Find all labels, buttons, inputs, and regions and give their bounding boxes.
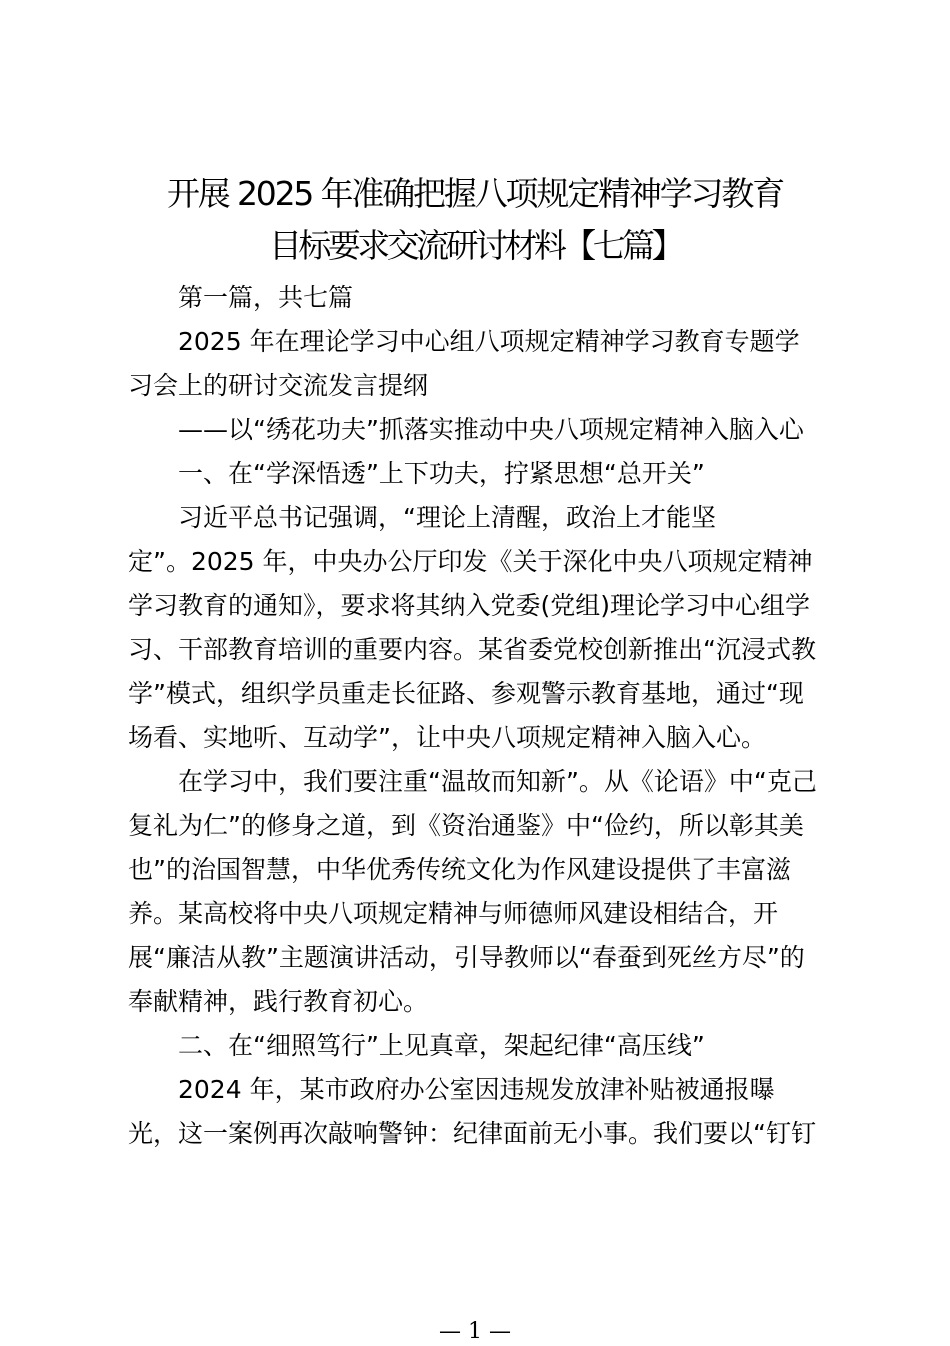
document-title-line-1: 开展 2025 年准确把握八项规定精神学习教育 [166, 174, 784, 213]
text-line: 光，这一案例再次敲响警钟：纪律面前无小事。我们要以“钉钉 [128, 1119, 816, 1148]
text-line: 习、干部教育培训的重要内容。某省委党校创新推出“沉浸式教 [128, 635, 816, 664]
page-number: — 1 — [439, 1319, 511, 1344]
text-line: 也”的治国智慧，中华优秀传统文化为作风建设提供了丰富滋 [128, 855, 791, 884]
text-line: 学”模式，组织学员重走长征路、参观警示教育基地，通过“现 [128, 679, 804, 708]
text-line: 奉献精神，践行教育初心。 [128, 987, 429, 1016]
text-line: 2024 年，某市政府办公室因违规发放津补贴被通报曝 [178, 1075, 775, 1104]
document-body [128, 276, 838, 1156]
text-line: 一、在“学深悟透”上下功夫，拧紧思想“总开关” [178, 459, 705, 488]
text-line: ——以“绣花功夫”抓落实推动中央八项规定精神入脑入心 [178, 415, 804, 444]
text-line: 学习教育的通知》，要求将其纳入党委(党组)理论学习中心组学 [128, 591, 811, 620]
text-line: 在学习中，我们要注重“温故而知新”。从《论语》中“克己 [178, 767, 817, 796]
text-line: 养。某高校将中央八项规定精神与师德师风建设相结合，开 [128, 899, 779, 928]
text-line: 二、在“细照笃行”上见真章，架起纪律“高压线” [178, 1031, 705, 1060]
document-title-line-2: 目标要求交流研讨材料【七篇】 [268, 226, 682, 265]
text-line: 2025 年在理论学习中心组八项规定精神学习教育专题学 [178, 327, 800, 356]
text-line: 展“廉洁从教”主题演讲活动，引导教师以“春蚕到死丝方尽”的 [128, 943, 805, 972]
text-line: 习近平总书记强调，“理论上清醒，政治上才能坚 [178, 503, 716, 532]
text-line: 复礼为仁”的修身之道，到《资治通鉴》中“俭约，所以彰其美 [128, 811, 804, 840]
text-line: 定”。2025 年，中央办公厅印发《关于深化中央八项规定精神 [128, 547, 813, 576]
text-line: 第一篇，共七篇 [178, 283, 354, 312]
text-line: 场看、实地听、互动学”，让中央八项规定精神入脑入心。 [128, 723, 766, 752]
text-line: 习会上的研讨交流发言提纲 [128, 371, 429, 400]
document-title [0, 168, 950, 272]
